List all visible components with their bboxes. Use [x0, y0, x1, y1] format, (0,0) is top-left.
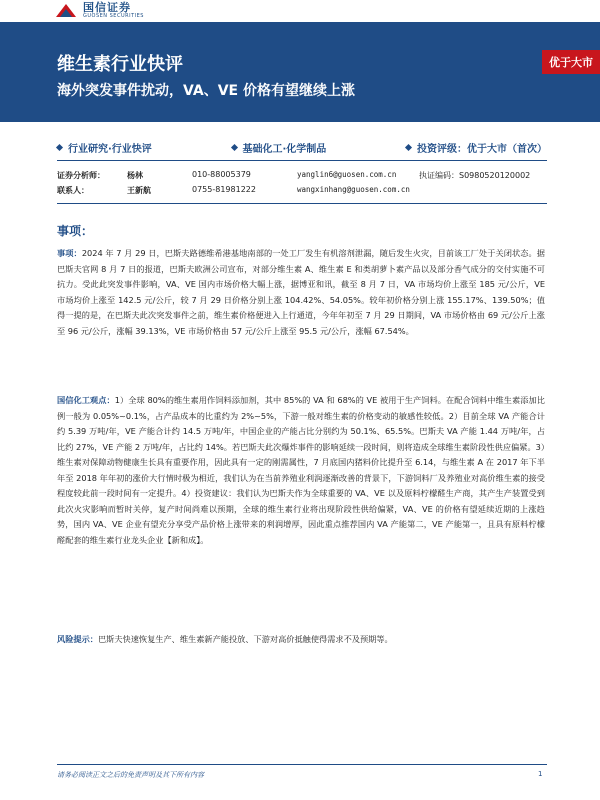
logo-chinese-name: 国信证券	[83, 0, 131, 14]
analyst-email[interactable]: yanglin6@guosen.com.cn	[297, 170, 397, 179]
rating-badge: 优于大市	[542, 50, 600, 74]
logo-mark-icon	[55, 2, 77, 18]
report-subtitle: 海外突发事件扰动，VA、VE 价格有望继续上涨	[57, 83, 355, 99]
company-logo	[55, 0, 144, 20]
report-meta-row	[57, 140, 547, 155]
meta-rating-text: 投资评级：优于大市（首次）	[417, 144, 547, 155]
page-number: 1	[538, 770, 543, 778]
contact-name: 王新航	[127, 186, 151, 195]
diamond-bullet-icon	[405, 144, 412, 151]
footer-disclaimer: 请务必阅读正文之后的免责声明及其下所有内容	[57, 771, 204, 779]
title-banner	[0, 22, 600, 122]
analyst-phone: 010-88005379	[192, 170, 251, 179]
meta-divider	[57, 160, 547, 161]
event-paragraph	[57, 246, 545, 339]
logo-english-name: GUOSEN SECURITIES	[83, 12, 144, 19]
meta-sector	[232, 140, 327, 155]
view-lead: 国信化工观点：	[57, 395, 115, 405]
risk-paragraph	[57, 632, 545, 648]
view-paragraph	[57, 393, 545, 548]
analyst-divider	[57, 203, 547, 204]
contact-phone: 0755-81981222	[192, 185, 256, 194]
meta-category-text: 行业研究·行业快评	[68, 144, 152, 155]
event-lead: 事项：	[57, 248, 82, 258]
footer-divider	[57, 764, 547, 765]
risk-lead: 风险提示：	[57, 634, 98, 644]
contact-email[interactable]: wangxinhang@guosen.com.cn	[297, 185, 410, 194]
meta-rating	[406, 140, 547, 155]
meta-category	[57, 140, 152, 155]
meta-sector-text: 基础化工·化学制品	[242, 144, 327, 155]
analyst-name: 杨林	[127, 171, 143, 180]
view-text: 1）全球 80%的维生素用作饲料添加剂，其中 85%的 VA 和 68%的 VE 被用于生产饲料。在配合饲料中维生素添加比例一般为 0.05%~0.1%，占产品成本的比重约为 2%~5%，下游一般对维生素的价格变动的敏感性较低。2）目前全球 VA 产能合计约 5.39 万吨/年，VE 产能合计约 14.5 万吨/年，中国企业的产能占比分别约为 50.1%、65.5%。巴斯夫 VA 产能 1.44 万吨/年，占比约 27%，VE 产能 2 万吨/年，占比约 14%。若巴斯夫此次爆炸事件的影响延续一段时间，则将造成全球维生素阶段性供应偏紧。3）维生素对保障动物健康生长具有重要作用，因此具有一定的刚需属性，7 月底国内猪料价比提升至 6.14，与维生素 A 在 2017 年下半年至 2018 年年初的涨价大行情时极为相近，我们认为在当前养殖业利润逐渐改善的背景下，下游饲料厂及养殖业对高价维生素的接受程度较此前一段时间有一定提升。4）投资建议：我们认为巴斯夫作为全球重要的 VA、VE 以及原料柠檬醛生产商，其产生产装置受到此次火灾影响而暂时关停，复产时间尚难以预期，全球的维生素行业将出现阶段性供给偏紧，VA、VE 的价格有望延续近期的上涨趋势，国内 VA、VE 企业有望充分享受产品价格上涨带来的利润增厚，因此重点推荐国内 VA 产能第二，VE 产能第一，且具有原料柠檬醛配套的维生素行业龙头企业【新和成】。	[57, 395, 545, 545]
diamond-bullet-icon	[230, 144, 237, 151]
contact-role: 联系人：	[57, 186, 89, 195]
event-text: 2024 年 7 月 29 日，巴斯夫路德维希港基地南部的一处工厂发生有机溶剂泄漏，随后发生火灾，目前该工厂处于关闭状态。据巴斯夫官网 8 月 7 日的报道，巴斯夫欧洲公司宣布，对部分维生素 A、维生素 E 和类胡萝卜素产品以及部分香气成分的交付实施不可抗力。受此此突发事件影响，VA、VE 国内市场价格大幅上涨，据博亚和讯，截至 8 月 7 日，VA 市场均价上涨至 185 元/公斤，VE 市场均价上涨至 142.5 元/公斤，较 7 月 29 日价格分别上涨 104.42%、54.05%。较年初价格分别上涨 155.17%、139.50%；值得一提的是，在巴斯夫此次突发事件之前，维生素价格便进入上行通道，今年年初至 7 月 29 日期间，VA 市场价格由 69 元/公斤上涨至 96 元/公斤，涨幅 39.13%，VE 市场价格由 57 元/公斤上涨至 95.5 元/公斤，涨幅 67.54%。	[57, 248, 545, 336]
risk-text: 巴斯夫快速恢复生产、维生素新产能投放、下游对高价抵触使得需求不及预期等。	[97, 634, 393, 644]
section-heading: 事项：	[57, 224, 94, 238]
analyst-cert: 执证编码：S0980520120002	[419, 171, 531, 180]
logo-bar	[0, 0, 600, 22]
diamond-bullet-icon	[56, 144, 63, 151]
report-title: 维生素行业快评	[57, 54, 183, 75]
analyst-role: 证券分析师：	[57, 171, 105, 180]
